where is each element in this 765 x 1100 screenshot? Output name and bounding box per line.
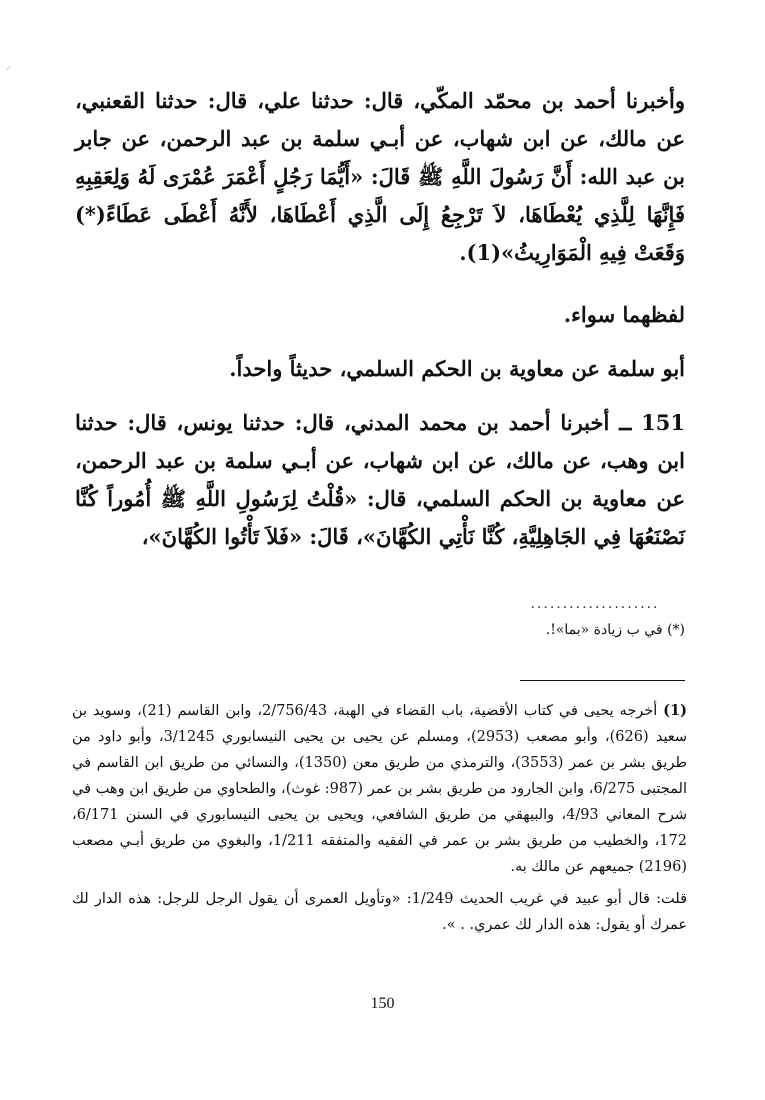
page-number: 150 <box>370 995 395 1012</box>
margin-mark: ⸝ <box>6 61 11 72</box>
continuation-dots: .................... <box>530 596 660 612</box>
star-note: (*) في ب زيادة «بما»!. <box>545 622 685 638</box>
paragraph-hadith-151 <box>75 404 685 556</box>
paragraph-hadith-jabir: وأخبرنا أحمد بن محمّد المكّي، قال: حدثنا علي، قال: حدثنا القعنبي، عن مالك، عن ابن شهاب، عن أبـي سلمة بن عبد الرحمن، عن جابر بن عبد الله: أَنَّ رَسُولَ اللَّهِ ﷺ قَالَ: «أَيُّمَا رَجُلٍ أَعْمَرَ عُمْرَى لَهُ وَلِعَقِبِهِ فَإِنَّهَا لِلَّذِي يُعْطَاهَا، لاَ تَرْجِعُ إِلَى الَّذِي أَعْطَاهَا، لأَنَّهُ أَعْطَى عَطَاءً(*) وَقَعَتْ فِيهِ الْمَوَارِيثُ»(1). <box>75 88 685 265</box>
hadith-number: 151 <box>641 410 685 435</box>
hadith-151-text: ــ أخبرنا أحمد بن محمد المدني، قال: حدثنا يونس، قال: حدثنا ابن وهب، عن مالك، عن ابن شهاب، عن أبـي سلمة بن عبد الرحمن، عن معاوية بن الحكم السلمي، قال: «قُلْتُ لِرَسُولِ اللَّهِ ﷺ أُمُوراً كُنَّا نَصْنَعُهَا فِي الجَاهِلِيَّةِ، كُنَّا نَأْتِي الكُهَّانَ»، قَالَ: «فَلاَ تَأْتُوا الكُهَّانَ»، <box>75 410 685 549</box>
paragraph-wording-note: لفظهما سواء. <box>563 302 685 327</box>
footnote-divider <box>520 680 685 681</box>
footnotes <box>72 698 687 938</box>
footnote-1 <box>72 698 687 880</box>
main-text <box>75 82 685 556</box>
footnote-1-number: (1) <box>663 702 687 719</box>
footnote-1-text: أخرجه يحيى في كتاب الأقضية، باب القضاء في الهبة، 2/756/43، وابن القاسم (21)، وسويد بن سعيد (626)، وأبو مصعب (2953)، ومسلم عن يحيى بن يحيى النيسابوري 3/1245، وأبو داود من طريق بشر بن عمر (3553)، والترمذي من طريق معن (1350)، والنسائي من طريق ابن القاسم في المجتبى 6/275، وابن الجارود من طريق بشر بن عمر (987: غوث)، والطحاوي من طريق ابن وهب في شرح المعاني 4/93، والبيهقي من طريق الشافعي، ويحيى بن يحيى النيسابوري في السنن 6/171، 172، والخطيب من طريق بشر بن عمر في الفقيه والمتفقه 1/211، والبغوي من طريق أبـي مصعب (2196) جميعهم عن مالك به. <box>72 703 688 875</box>
footnote-comment: قلت: قال أبو عبيد في غريب الحديث 1/249: «وتأويل العمرى أن يقول الرجل للرجل: هذه الدار لك عمرك أو يقول: هذه الدار لك عمري. . ». <box>72 891 687 933</box>
paragraph-chain-heading: أبو سلمة عن معاوية بن الحكم السلمي، حديثاً واحداً. <box>229 356 685 381</box>
